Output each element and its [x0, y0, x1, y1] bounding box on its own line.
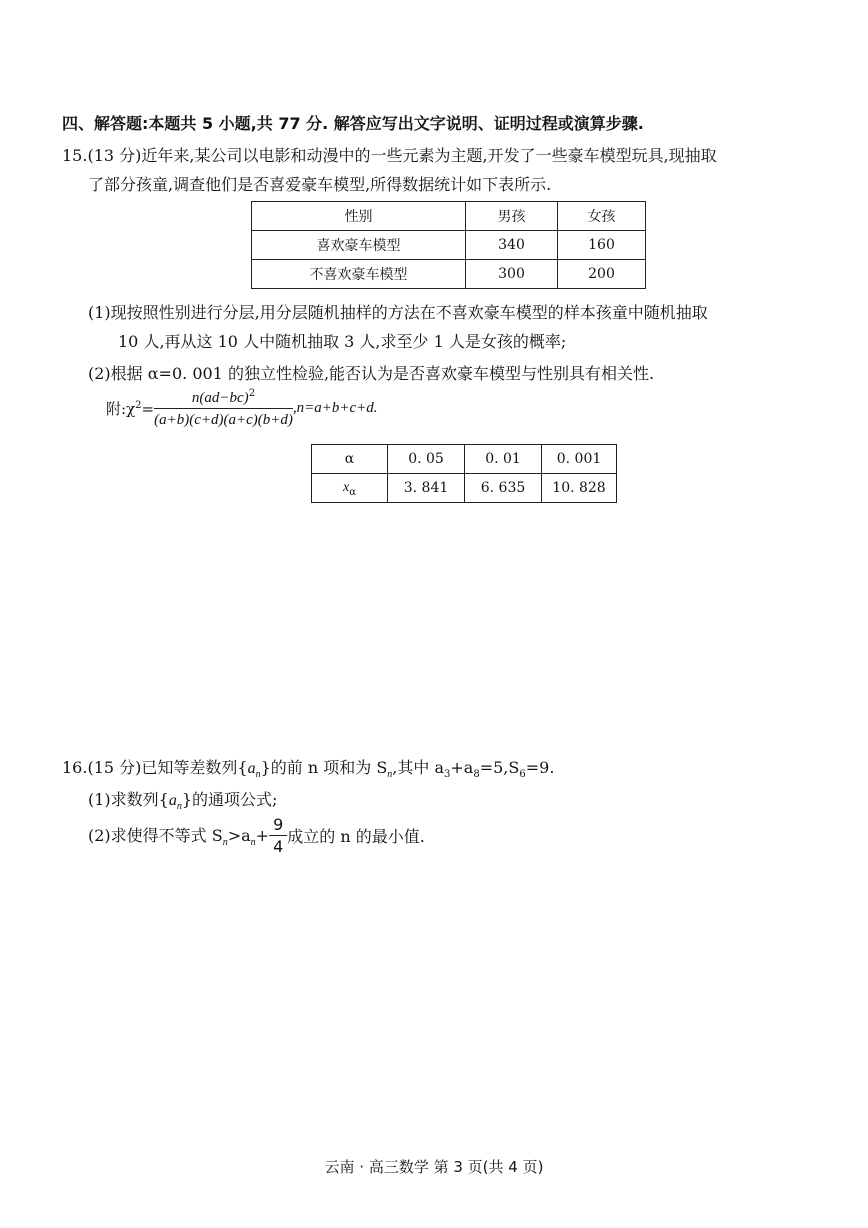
table-header-cell: 性别 — [252, 202, 466, 231]
q16-part1-text: }的通项公式; — [181, 790, 278, 809]
q15-part1-line1: (1)现按照性别进行分层,用分层随机抽样的方法在不喜欢豪车模型的样本孩童中随机抽取 — [88, 303, 708, 322]
table-cell: 300 — [466, 260, 558, 289]
table-cell — [312, 474, 388, 503]
q16-stem-text: =9. — [525, 758, 555, 777]
q16-part1 — [88, 787, 277, 812]
subscript-n: n — [387, 769, 393, 781]
formula-numerator-exponent: 2 — [248, 388, 256, 399]
table-cell: 0. 001 — [542, 445, 617, 474]
table-row — [252, 202, 646, 231]
formula-tail: ,n=a+b+c+d. — [292, 400, 378, 416]
q15-stem-line1 — [62, 143, 717, 166]
table-cell: 6. 635 — [465, 474, 542, 503]
subscript-8: 8 — [473, 769, 480, 781]
table-cell: 10. 828 — [542, 474, 617, 503]
table-cell: 喜欢豪车模型 — [252, 231, 466, 260]
q16-number: 16. — [62, 758, 88, 777]
q16-part2-text: (2)求使得不等式 S — [88, 825, 223, 845]
chi-square-formula: 附$:\chi^2=$ $\frac{n(ad-bc)^2}{(a+b)(c+d)(a+c)(b+d)}$ ,n=a+b+c+d. — [106, 388, 378, 428]
fraction-nine-fourths — [269, 815, 287, 856]
q15-points: (13 分) — [87, 146, 142, 165]
q16-stem-text: 已知等差数列{ — [141, 758, 248, 777]
q15-part2: (2)根据 α=0. 001 的独立性检验,能否认为是否喜欢豪车模型与性别具有相关性. — [88, 364, 655, 383]
q16-stem-text: =5,S — [479, 758, 520, 777]
appendix-label: 附: — [106, 400, 127, 418]
table-header-cell: 男孩 — [466, 202, 558, 231]
fraction-denominator: 4 — [273, 837, 284, 856]
x-alpha-subscript: α — [349, 486, 356, 498]
table-header-cell: 女孩 — [558, 202, 646, 231]
q16-stem-text: +a — [450, 758, 474, 777]
formula-denominator: (a+b)(c+d)(a+c)(b+d) — [154, 412, 293, 428]
var-a: a — [247, 760, 256, 777]
critical-value-table — [311, 444, 617, 503]
table-row — [252, 260, 646, 289]
q16-stem — [62, 755, 554, 780]
formula-fraction — [154, 388, 293, 429]
q15-number: 15. — [62, 146, 88, 165]
fraction-numerator: 9 — [269, 815, 287, 836]
subscript-n: n — [255, 769, 261, 781]
table-cell: 0. 01 — [465, 445, 542, 474]
chi-exponent: 2 — [135, 399, 142, 411]
q15-stem-line2: 了部分孩童,调查他们是否喜爱豪车模型,所得数据统计如下表所示. — [88, 175, 552, 194]
subscript-n: n — [250, 837, 256, 849]
subscript-6: 6 — [519, 769, 526, 781]
section-heading: 四、解答题:本题共 5 小题,共 77 分. 解答应写出文字说明、证明过程或演算步骤. — [62, 114, 644, 133]
table-row — [252, 231, 646, 260]
table-cell: 3. 841 — [388, 474, 465, 503]
table-cell: α — [312, 445, 388, 474]
q15-stem-text1: 近年来,某公司以电影和动漫中的一些元素为主题,开发了一些豪车模型玩具,现抽取 — [141, 146, 717, 165]
survey-table — [251, 201, 646, 289]
table-cell: 0. 05 — [388, 445, 465, 474]
chi-symbol: χ — [126, 399, 136, 418]
q16-stem-text: }的前 n 项和为 S — [260, 758, 388, 777]
table-cell: 200 — [558, 260, 646, 289]
page-footer: 云南 · 高三数学 第 3 页(共 4 页) — [324, 1158, 544, 1176]
q16-part2 — [88, 815, 425, 856]
table-row — [312, 445, 617, 474]
q16-stem-text: ,其中 a — [392, 758, 445, 777]
table-row — [312, 474, 617, 503]
subscript-n: n — [176, 801, 182, 813]
table-cell: 160 — [558, 231, 646, 260]
formula-numerator: n(ad−bc) — [191, 390, 249, 406]
q16-part2-text: >a — [227, 825, 251, 845]
table-cell: 340 — [466, 231, 558, 260]
q16-part1-text: (1)求数列{ — [88, 790, 169, 809]
q16-part2-text: 成立的 n 的最小值. — [287, 827, 425, 846]
q16-points: (15 分) — [87, 758, 142, 777]
table-cell: 不喜欢豪车模型 — [252, 260, 466, 289]
subscript-3: 3 — [444, 769, 451, 781]
subscript-n: n — [222, 837, 228, 849]
q16-part2-text: + — [255, 825, 270, 845]
q15-part1-line2: 10 人,再从这 10 人中随机抽取 3 人,求至少 1 人是女孩的概率; — [118, 332, 567, 351]
var-a: a — [168, 792, 177, 809]
x-alpha-symbol: x — [343, 479, 350, 495]
